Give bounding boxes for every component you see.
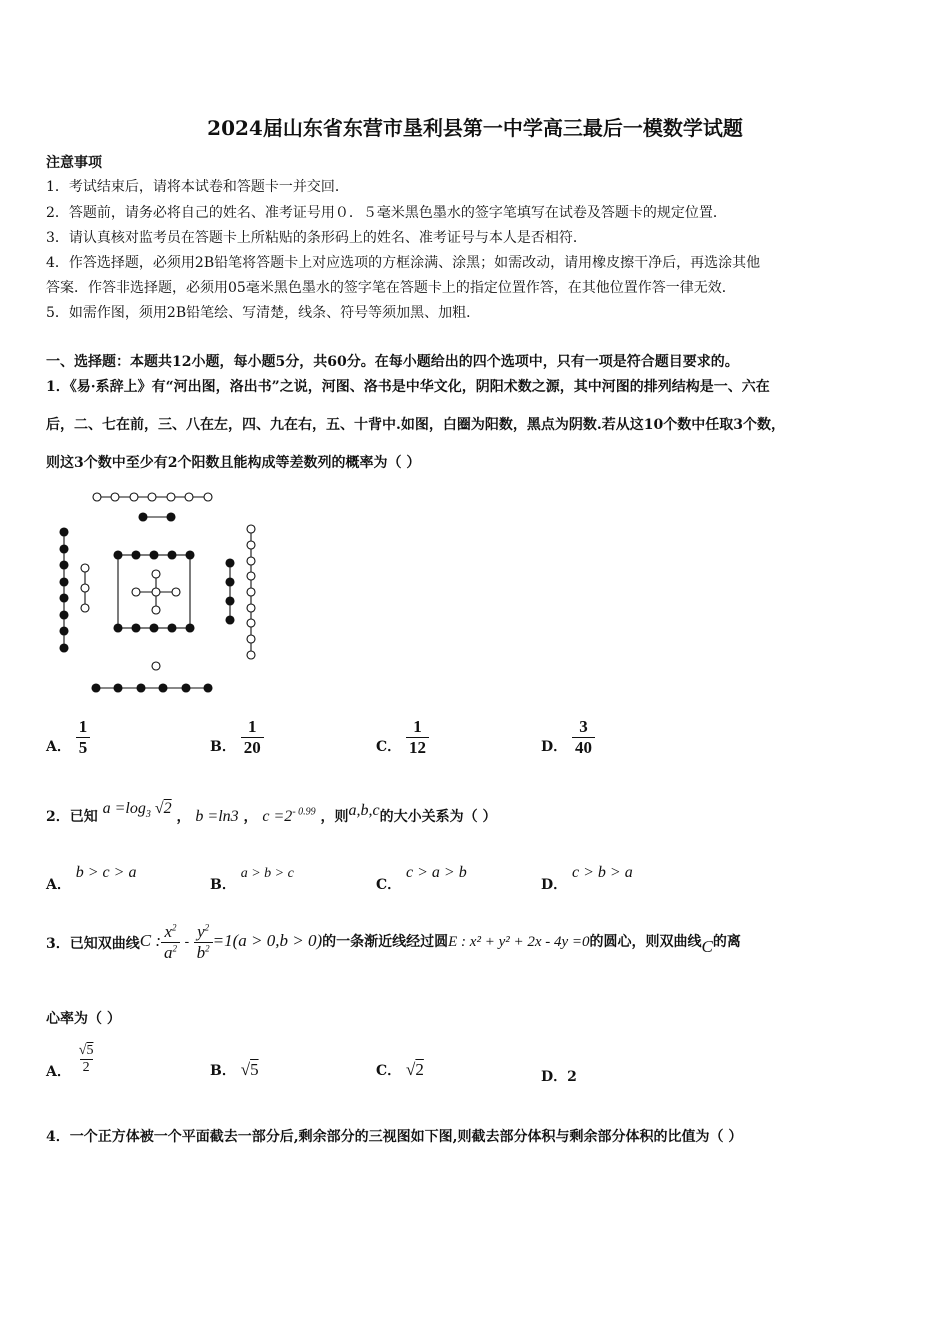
center-white-cross	[132, 570, 180, 614]
option-label: D．	[541, 739, 568, 756]
option-expr: b > c > a	[75, 864, 137, 881]
fraction	[76, 717, 91, 757]
q3-option-b	[210, 1060, 259, 1080]
q3-option-d	[541, 1066, 577, 1086]
numerator: 1	[78, 717, 88, 736]
sqrt: √2	[406, 1060, 424, 1079]
q2-option-a	[46, 862, 137, 893]
x-fraction: $\frac{x^2}{a^2}$	[161, 922, 180, 962]
a-var: a	[164, 942, 173, 962]
sqrt: √2	[154, 800, 172, 817]
q2-option-d	[541, 862, 633, 893]
hyperbola-condition: =1(a > 0,b > 0)	[212, 931, 323, 951]
top-white-row	[93, 493, 212, 501]
option-label: C．	[376, 877, 402, 893]
radicand: 2	[163, 800, 172, 817]
notice-heading: 注意事项	[46, 155, 102, 171]
option-label: B．	[210, 739, 236, 756]
q1-line: 则这3个数中至少有2个阳数且能构成等差数列的概率为（ ）	[46, 455, 421, 471]
notice-item: 答案．作答非选择题，必须用05毫米黑色墨水的签字笔在答题卡上的指定位置作答，在其他位置作答一律无效．	[46, 280, 736, 296]
curve-name: C	[701, 937, 713, 957]
bottom-black-row	[92, 684, 212, 692]
q3-tail: 的离	[712, 934, 741, 951]
right-white-column	[247, 525, 255, 659]
notice-item: 1．考试结束后，请将本试卷和答题卡一并交回．	[46, 179, 349, 195]
hyperbola-name: C :	[139, 931, 161, 951]
fraction: $\frac{√5}{2}$	[78, 1043, 94, 1076]
option-label: B．	[210, 1063, 236, 1079]
notice-item: 5．如需作图，须用2B铅笔绘、写清楚，线条、符号等须加黑、加粗．	[46, 305, 481, 321]
q4-stem: 4．一个正方体被一个平面截去一部分后,剩余部分的三视图如下图,则截去部分体积与剩余部分体积的比值为（ ）	[46, 1129, 743, 1145]
q2-a-expr	[102, 800, 172, 821]
notice-item: 4．作答选择题，必须用2B铅笔将答题卡上对应选项的方框涂满、涂黑；如需改动，请用橡皮擦干净后，再选涂其他	[46, 255, 761, 271]
q2-option-c	[376, 862, 467, 893]
c-expr: c =2	[262, 808, 293, 825]
log-base: 3	[145, 809, 151, 821]
denominator: 20	[241, 737, 264, 758]
option-label: C．	[376, 739, 402, 756]
option-value: 2	[567, 1069, 577, 1085]
radicand: 5	[250, 1060, 259, 1079]
q1-option-b	[210, 717, 264, 757]
denominator: 40	[572, 737, 595, 758]
q2-vars: a,b,c	[348, 802, 380, 819]
q1-line: 1．《易·系辞上》有“河出图，洛出书”之说，河图、洛书是中华文化，阴阳术数之源，其中河图的排列结构是一、六在	[46, 379, 770, 395]
q3-option-c	[376, 1060, 424, 1080]
option-label: A．	[46, 739, 71, 756]
q1-option-a	[46, 717, 90, 757]
x-var: x	[164, 922, 173, 941]
q1-option-c	[376, 717, 429, 757]
bottom-white-dot	[152, 662, 160, 670]
radicand: 2	[415, 1060, 424, 1079]
option-label: B．	[210, 877, 236, 893]
y-var: y	[197, 922, 205, 941]
section-heading: 一、选择题：本题共12小题，每小题5分，共60分。在每小题给出的四个选项中，只有一项是符合题目要求的。	[46, 354, 739, 370]
q1-option-d	[541, 717, 595, 757]
q2-mid: ，则	[320, 809, 349, 825]
denominator: 12	[406, 737, 429, 758]
right-black-column	[226, 559, 234, 624]
b-var: b	[196, 942, 206, 962]
q3-prefix: 3．已知双曲线	[46, 936, 140, 953]
top-black-pair	[139, 513, 175, 521]
q2-option-b	[210, 862, 294, 893]
page-title: 2024届山东省东营市垦利县第一中学高三最后一模数学试题	[207, 116, 743, 140]
sqrt: √5	[240, 1060, 259, 1079]
notice-item: 2．答题前，请务必将自己的姓名、准考证号用０．５毫米黑色墨水的签字笔填写在试卷及答题卡的规定位置．	[46, 205, 727, 221]
option-expr: c > b > a	[572, 864, 633, 881]
circle-equation: E : x² + y² + 2x - 4y =0	[448, 934, 590, 951]
a-expr: a =log	[102, 800, 146, 817]
q2-stem: 2．已知 $a =\log_3$ √2 ， b =ln3 ， $c =2^{- 0.99}$ ，则a,b,c的大小关系为（ ）	[46, 800, 497, 825]
option-label: D．	[541, 877, 568, 893]
q2-b-expr: b =ln3	[195, 808, 239, 825]
numerator: 1	[247, 717, 257, 736]
option-label: D．	[541, 1069, 568, 1085]
notice-item: 3．请认真核对监考员在答题卡上所粘贴的条形码上的姓名、准考证号与本人是否相符．	[46, 230, 587, 246]
option-expr: a > b > c	[240, 866, 294, 881]
q3-option-a	[46, 1043, 96, 1080]
q3-mid: 的一条渐近线经过圆	[322, 934, 449, 951]
fraction	[572, 717, 595, 757]
option-expr: c > a > b	[406, 864, 467, 881]
numerator: 1	[413, 717, 422, 736]
y-fraction: $\frac{y^2}{b^2}$	[194, 922, 213, 962]
denominator: 5	[76, 737, 91, 758]
q2-c-expr	[262, 808, 315, 825]
denominator: 2	[80, 1059, 93, 1076]
q2-prefix: 2．已知	[46, 809, 98, 825]
left-black-column	[60, 528, 68, 652]
q3-line2: 心率为（ ）	[46, 1011, 121, 1027]
option-label: A．	[46, 1063, 71, 1080]
q3-mid2: 的圆心，则双曲线	[589, 934, 702, 951]
option-label: C．	[376, 1063, 402, 1079]
hetu-diagram	[50, 486, 270, 696]
q1-line: 后，二、七在前，三、八在左，四、九在右，五、十背中.如图，白圈为阳数，黑点为阴数.若从这10个数中任取3个数，	[46, 417, 785, 433]
q2-suffix: 的大小关系为（ ）	[379, 809, 497, 825]
radicand: 5	[86, 1043, 94, 1058]
q3-stem: 3．已知双曲线C : $\frac{x^2}{a^2}$ - $\frac{y^2}{b^2}$ =1(a > 0,b > 0)的一条渐近线经过圆E : x² + y² + 2x - 4y =0的圆心，则双曲线C的离	[46, 922, 741, 962]
exponent: - 0.99	[292, 806, 316, 818]
option-label: A．	[46, 877, 71, 893]
left-white-column	[81, 564, 89, 612]
fraction	[241, 717, 264, 757]
numerator: 3	[579, 717, 588, 736]
fraction	[406, 717, 429, 757]
